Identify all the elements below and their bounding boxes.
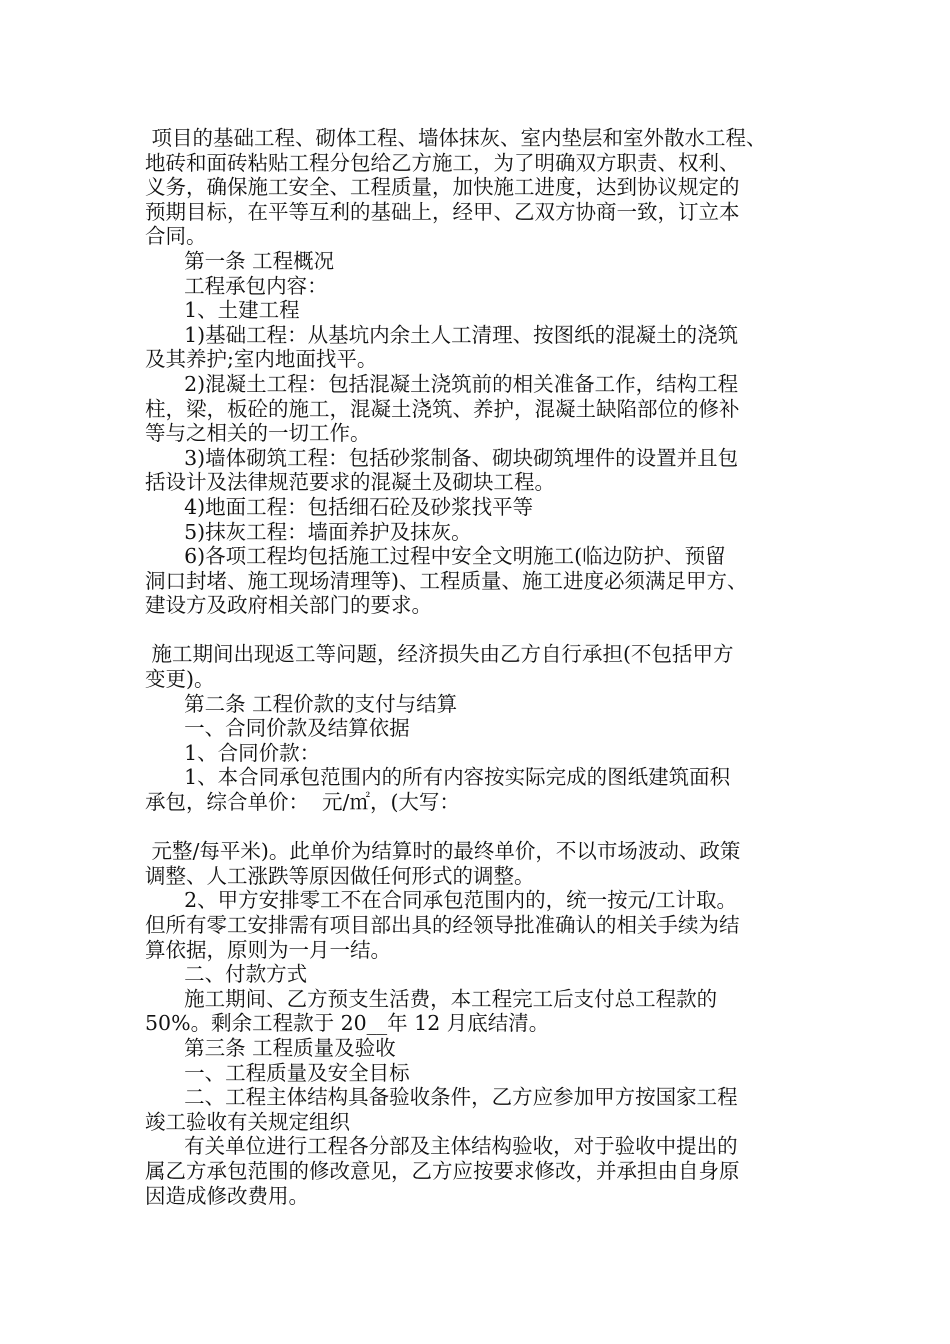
section-heading: 第一条 工程概况 (145, 248, 335, 273)
paragraph-line: 4)地面工程：包括细石砼及砂浆找平等 (145, 494, 534, 519)
blank-line (145, 618, 825, 643)
paragraph-line: 柱，梁，板砼的施工，混凝土浇筑、养护，混凝土缺陷部位的修补 (145, 396, 740, 421)
paragraph-line: 预期目标，在平等互利的基础上，经甲、乙双方协商一致，订立本 (145, 199, 740, 224)
paragraph-line: 等与之相关的一切工作。 (145, 421, 371, 446)
section-heading: 第二条 工程价款的支付与结算 (145, 691, 458, 716)
paragraph-line: 算依据，原则为一月一结。 (145, 937, 391, 962)
paragraph-line: 因造成修改费用。 (145, 1183, 309, 1208)
paragraph-line: 二、工程主体结构具备验收条件，乙方应参加甲方按国家工程 (145, 1085, 738, 1110)
paragraph-line: 竣工验收有关规定组织 (145, 1109, 350, 1134)
contract-body (145, 126, 825, 1208)
paragraph-line: 施工期间出现返工等问题，经济损失由乙方自行承担(不包括甲方 (145, 642, 734, 667)
paragraph-line: 变更)。 (145, 667, 215, 692)
paragraph-line: 洞口封堵、施工现场清理等)、工程质量、施工进度必须满足甲方、 (145, 568, 748, 593)
paragraph-line: 属乙方承包范围的修改意见，乙方应按要求修改，并承担由自身原 (145, 1158, 740, 1183)
paragraph-line: 有关单位进行工程各分部及主体结构验收，对于验收中提出的 (145, 1134, 738, 1159)
paragraph-line: 2)混凝土工程：包括混凝土浇筑前的相关准备工作，结构工程 (145, 371, 739, 396)
paragraph-line: 调整、人工涨跌等原因做任何形式的调整。 (145, 863, 535, 888)
paragraph-line: 6)各项工程均包括施工过程中安全文明施工(临边防护、预留 (145, 544, 726, 569)
paragraph-line: 一、工程质量及安全目标 (145, 1060, 410, 1085)
paragraph-line: 一、合同价款及结算依据 (145, 716, 410, 741)
paragraph-line: 50%。剩余工程款于 20__年 12 月底结清。 (145, 1011, 550, 1036)
paragraph-line: 1、本合同承包范围内的所有内容按实际完成的图纸建筑面积 (145, 765, 731, 790)
paragraph-line: 建设方及政府相关部门的要求。 (145, 593, 432, 618)
paragraph-line: 施工期间、乙方预支生活费，本工程完工后支付总工程款的 (145, 986, 718, 1011)
paragraph-line: 但所有零工安排需有项目部出具的经领导批准确认的相关手续为结 (145, 913, 740, 937)
paragraph-line: 括设计及法律规范要求的混凝土及砌块工程。 (145, 470, 555, 495)
paragraph-line: 地砖和面砖粘贴工程分包给乙方施工，为了明确双方职责、权利、 (145, 150, 740, 175)
paragraph-line: 2、甲方安排零工不在合同承包范围内的，统一按元/工计取。 (145, 888, 738, 913)
paragraph-line: 承包，综合单价： 元/㎡，(大写： (145, 790, 460, 815)
paragraph-line: 1、合同价款： (145, 740, 321, 765)
blank-line (145, 815, 825, 840)
paragraph-line: 5)抹灰工程：墙面养护及抹灰。 (145, 519, 472, 544)
section-heading: 第三条 工程质量及验收 (145, 1035, 396, 1060)
paragraph-line: 工程承包内容： (145, 273, 328, 298)
paragraph-line: 及其养护;室内地面找平。 (145, 347, 378, 372)
paragraph-line: 项目的基础工程、砌体工程、墙体抹灰、室内垫层和室外散水工程、 (145, 126, 767, 150)
paragraph-line: 3)墙体砌筑工程：包括砂浆制备、砌块砌筑埋件的设置并且包 (145, 445, 739, 470)
paragraph-line: 二、付款方式 (145, 962, 308, 987)
paragraph-line: 1、土建工程 (145, 298, 300, 323)
paragraph-line: 义务，确保施工安全、工程质量，加快施工进度，达到协议规定的 (145, 175, 740, 200)
paragraph-line: 1)基础工程：从基坑内余土人工清理、按图纸的混凝土的浇筑 (145, 322, 739, 347)
paragraph-line: 元整/每平米)。此单价为结算时的最终单价，不以市场波动、政策 (145, 839, 741, 864)
paragraph-line: 合同。 (145, 224, 207, 249)
